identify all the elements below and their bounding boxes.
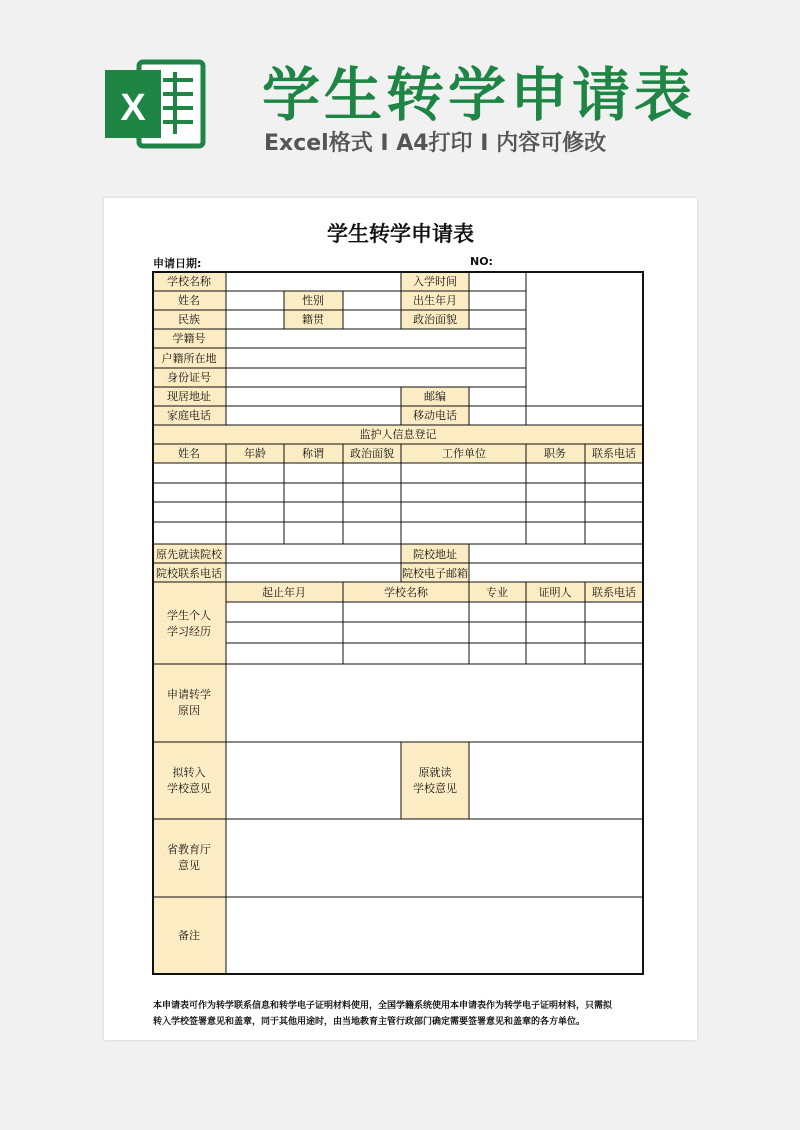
footnote-line1: 本申请表可作为转学联系信息和转学电子证明材料使用，全国学籍系统使用本申请表作为转学电子证明材料，只需拟 xyxy=(153,1001,613,1011)
history-header-witness: 证明人 xyxy=(538,586,572,599)
label-edu-line2: 意见 xyxy=(178,859,200,872)
guardian-header-political: 政治面貌 xyxy=(350,447,394,460)
form-sheet xyxy=(104,198,697,1040)
history-header-period: 起止年月 xyxy=(262,586,306,599)
label-remarks: 备注 xyxy=(178,929,200,942)
excel-logo-letter: X xyxy=(120,87,146,129)
label-reason-line1: 申请转学 xyxy=(167,688,211,701)
label-orig-line2: 学校意见 xyxy=(413,782,457,795)
label-address: 现居地址 xyxy=(167,390,211,403)
grid-lines xyxy=(153,272,643,974)
label-birth: 出生年月 xyxy=(413,294,457,307)
label-original-school: 原先就读院校 xyxy=(156,548,222,561)
banner-subtitle: Excel格式 I A4打印 I 内容可修改 xyxy=(264,131,607,156)
label-school-name: 学校名称 xyxy=(167,275,211,288)
label-political: 政治面貌 xyxy=(413,313,457,326)
label-gender: 性别 xyxy=(302,294,324,307)
guardian-header-employer: 工作单位 xyxy=(442,447,486,460)
form-title: 学生转学申请表 xyxy=(327,222,474,246)
label-school-email: 院校电子邮箱 xyxy=(402,567,468,580)
banner-title: 学生转学申请表 xyxy=(262,61,697,129)
footnote xyxy=(153,998,653,1030)
history-header-school: 学校名称 xyxy=(384,586,428,599)
label-id-no: 身份证号 xyxy=(167,371,211,384)
label-student-no: 学籍号 xyxy=(172,332,206,345)
label-native-place: 籍贯 xyxy=(302,313,324,326)
application-form-grid xyxy=(104,198,697,1040)
apply-date-label: 申请日期: xyxy=(153,257,202,270)
form-number-label: NO: xyxy=(470,255,493,268)
label-school-phone: 院校联系电话 xyxy=(156,567,222,580)
guardian-header-phone: 联系电话 xyxy=(592,447,636,460)
label-name: 姓名 xyxy=(178,294,200,307)
guardian-section-title: 监护人信息登记 xyxy=(359,428,437,441)
guardian-header-name: 姓名 xyxy=(178,447,200,460)
guardian-header-age: 年龄 xyxy=(244,447,266,460)
history-header-major: 专业 xyxy=(486,586,508,599)
label-orig-line1: 原就读 xyxy=(418,766,452,779)
history-header-phone: 联系电话 xyxy=(592,586,636,599)
label-target-line2: 学校意见 xyxy=(167,782,211,795)
label-home-phone: 家庭电话 xyxy=(167,409,211,422)
label-postcode: 邮编 xyxy=(424,390,446,403)
label-household: 户籍所在地 xyxy=(161,352,217,365)
label-history-line2: 学习经历 xyxy=(167,625,211,638)
label-ethnicity: 民族 xyxy=(178,313,200,326)
guardian-header-relation: 称谓 xyxy=(302,447,324,460)
excel-logo-icon xyxy=(103,58,207,150)
guardian-header-position: 职务 xyxy=(544,447,566,460)
label-target-line1: 拟转入 xyxy=(172,766,206,779)
label-history-line1: 学生个人 xyxy=(167,609,211,622)
label-edu-line1: 省教育厅 xyxy=(167,843,211,856)
label-mobile: 移动电话 xyxy=(413,409,457,422)
label-enroll-time: 入学时间 xyxy=(413,275,457,288)
footnote-line2: 转入学校签署意见和盖章，同于其他用途时，由当地教育主管行政部门确定需要签署意见和盖章的各方单位。 xyxy=(153,1017,586,1027)
label-reason-line2: 原因 xyxy=(178,704,200,717)
label-school-address: 院校地址 xyxy=(413,548,457,561)
